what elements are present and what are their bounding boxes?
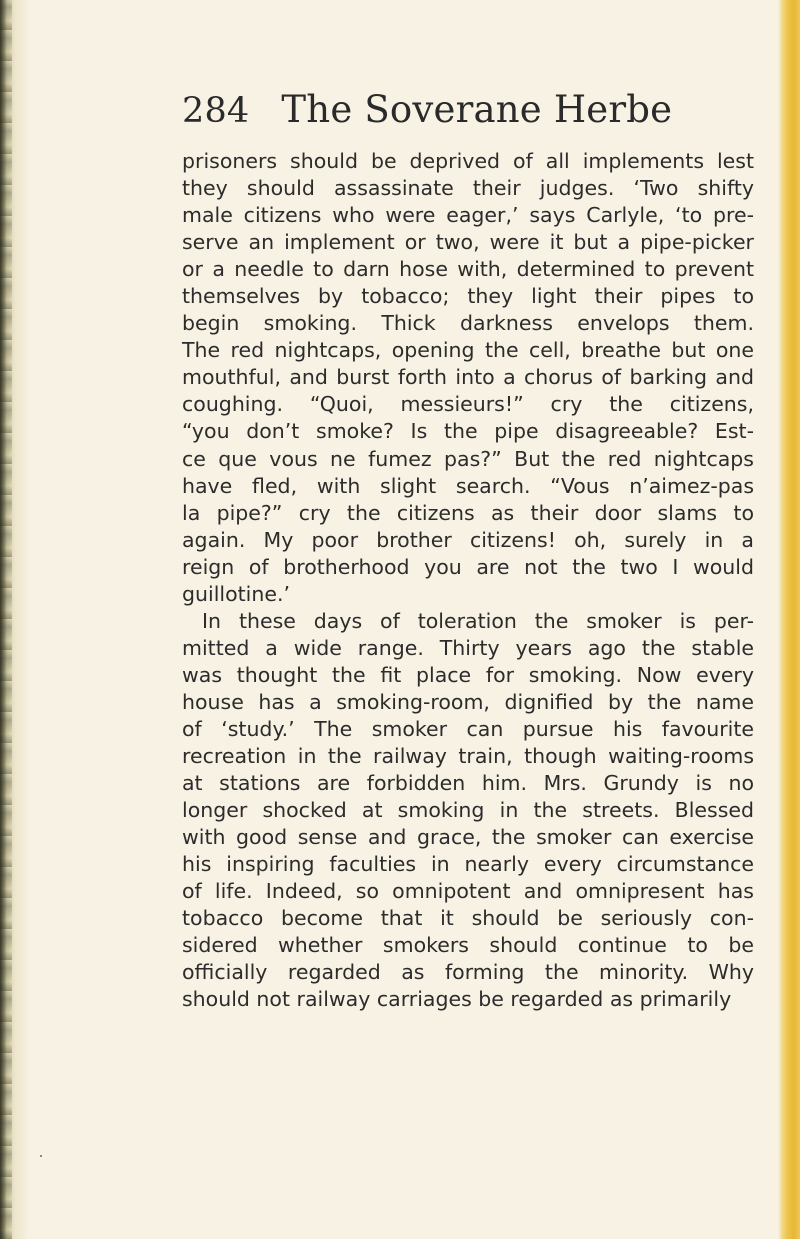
text-line: of life. Indeed, so omnipotent and omnipresent has [182,879,754,904]
running-title: The Soverane Herbe [281,88,673,131]
text-line: again. My poor brother citizens! oh, surely in a [182,527,754,552]
text-line: tobacco become that it should be seriously con- [182,906,754,931]
text-line: sidered whether smokers should continue to be [182,933,754,958]
text-line: In these days of toleration the smoker is per- [202,608,754,633]
text-line: coughing. “Quoi, messieurs!” cry the citizens, [182,392,754,417]
text-line: they should assassinate their judges. ‘Two shifty [182,176,754,201]
text-line: house has a smoking-room, dignified by the name [182,689,754,714]
text-line: la pipe?” cry the citizens as their door slams to [182,500,754,525]
page-edge [778,0,800,1239]
text-line: of ‘study.’ The smoker can pursue his favourite [182,716,754,741]
text-line: male citizens who were eager,’ says Carlyle, ‘to pre- [182,203,754,228]
text-line: reign of brotherhood you are not the two I would [182,554,754,579]
text-line: “you don’t smoke? Is the pipe disagreeable? Est- [182,419,754,444]
text-line: ce que vous ne fumez pas?” But the red nightcaps [182,446,754,471]
binding-texture [0,0,12,1239]
text-line: serve an implement or two, were it but a pipe-picker [182,230,754,255]
text-line: at stations are forbidden him. Mrs. Grundy is no [182,771,754,796]
text-line: recreation in the railway train, though waiting-rooms [182,744,754,769]
body-text [182,148,754,1014]
text-line: was thought the fit place for smoking. Now every [182,662,754,687]
text-line: officially regarded as forming the minority. Why [182,960,754,985]
text-line: mouthful, and burst forth into a chorus of barking and [182,365,754,390]
text-line: prisoners should be deprived of all implements lest [182,149,754,173]
text-line: The red nightcaps, opening the cell, breathe but one [182,338,754,363]
text-line: or a needle to darn hose with, determined to prevent [182,257,754,282]
text-line: begin smoking. Thick darkness envelops them. [182,311,754,336]
text-line: have fled, with slight search. “Vous n’aimez-pas [182,473,754,498]
text-line: should not railway carriages be regarded as primarily [182,987,732,1012]
scan-speck [40,1155,42,1157]
page-number: 284 [182,91,250,131]
text-line: his inspiring faculties in nearly every circumstance [182,852,754,877]
text-line: themselves by tobacco; they light their pipes to [182,284,754,309]
text-line: longer shocked at smoking in the streets. Blessed [182,798,754,823]
text-line: guillotine.’ [182,581,291,606]
text-line: mitted a wide range. Thirty years ago the stable [182,635,754,660]
text-line: with good sense and grace, the smoker can exercise [182,825,754,850]
running-header [182,88,672,131]
